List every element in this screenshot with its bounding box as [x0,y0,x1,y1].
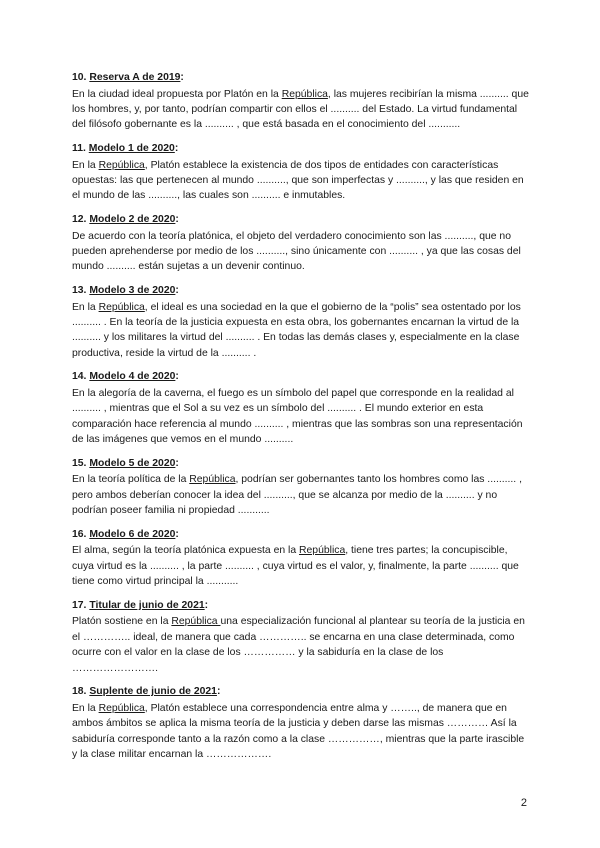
exercise-text [72,229,532,275]
text-segment: , podrían ser gobernantes tanto los hombres como las .......... , pero ambos deberían conocer la idea del .........., que se alcanza por medio de la .......... y no podrían poseer familia ni propiedad ........... [72,474,522,517]
exercise-item [72,528,532,590]
exercise-source: Modelo 5 de 2020 [89,457,176,469]
exercise-number: 15. [72,457,90,469]
exercise-source: Modelo 6 de 2020 [89,528,176,540]
text-segment: En la ciudad ideal propuesta por Platón en la [72,88,282,100]
exercise-item [72,284,532,361]
exercise-source: Modelo 2 de 2020 [89,214,176,225]
text-segment: , Platón establece la existencia de dos tipos de entidades con características opuestas: las que pertenecen al mundo .........., que son imperfectas y .........., y las que residen en el mundo de las .........., las cuales son .......... e inmutables. [72,159,524,202]
text-segment: , Platón establece una correspondencia entre alma y …….., de manera que en ambos ámbitos se aplica la misma teoría de la justicia y deben darse las mismas ………… Así la sabiduría corresponde tanto a la razón como a la clase ……………, mientras que la parte irascible y la clase militar encarnan la ………………. [72,702,525,761]
exercise-number: 12. [72,214,90,225]
heading-colon: : [180,72,184,83]
exercise-number: 16. [72,528,90,540]
heading-colon: : [175,285,179,296]
heading-colon: : [175,528,179,540]
heading-colon: : [216,686,221,698]
book-title: República [299,545,346,557]
exercise-heading [72,71,532,86]
book-title: República [281,88,328,100]
heading-colon: : [175,214,179,225]
text-segment: , tiene tres partes; la concupiscible, cuya virtud es la .......... , la parte .......... , cuya virtud es el valor, y, finalmente, la parte .......... que tiene como virtud principal la ........... [72,545,519,588]
exercise-item [72,599,532,676]
heading-colon: : [204,599,209,611]
exercise-source: Suplente de junio de 2021 [89,686,217,698]
book-title: República [98,702,145,714]
exercise-source: Modelo 3 de 2020 [89,285,176,296]
exercise-source: Titular de junio de 2021 [89,599,205,611]
exercise-heading [72,284,532,299]
page-number: 2 [520,797,527,809]
exercise-text [72,543,532,589]
exercise-heading [72,599,532,614]
text-segment: En la alegoría de la caverna, el fuego es un símbolo del papel que corresponde en la realidad al .......... , mientras que el Sol a su vez es un símbolo del .......... . El mundo exterior en esta comparación hace referencia al mundo .......... , mientras que las sombras son una representación de las imágenes que vemos en el mundo .......... [72,388,523,446]
exercise-text [72,158,532,204]
book-title: República [98,301,145,313]
exercise-text [72,472,532,518]
exercise-item [72,685,532,762]
text-segment: El alma, según la teoría platónica expuesta en la [72,545,300,557]
exercise-heading [72,142,532,157]
exercise-number: 17. [72,599,90,611]
exercise-text [72,701,532,763]
text-segment: De acuerdo con la teoría platónica, el objeto del verdadero conocimiento son las .........., que no pueden aprehenderse por medio de los .........., sino únicamente con .......... , ya que las cosas del mundo .......... están sujetas a un devenir continuo. [72,230,521,273]
exercise-item [72,370,532,447]
exercise-heading [72,213,532,228]
exercise-item [72,457,532,519]
exercise-heading [72,685,532,700]
text-segment: En la teoría política de la [72,474,190,486]
heading-colon: : [174,143,179,154]
text-segment: , las mujeres recibirían la misma .......... que los hombres, y, por tanto, podrían compartir con ellos el .......... del Estado. La virtud fundamental del filósofo gobernante es la .......... , que está basada en el conocimiento del ........... [72,88,529,131]
exercise-heading [72,370,532,385]
exercise-text [72,614,532,676]
exercise-item [72,142,532,204]
exercise-source: Reserva A de 2019 [89,72,181,83]
text-segment: Platón sostiene en la [72,616,172,628]
exercise-number: 13. [72,285,90,296]
heading-colon: : [175,371,179,383]
exercise-heading [72,457,532,472]
book-title: República [98,159,145,171]
exercise-number: 18. [72,686,90,698]
heading-colon: : [175,457,179,469]
exercise-text [72,300,532,362]
text-segment: En la [72,301,99,313]
exercise-heading [72,528,532,543]
document-body [72,71,532,772]
exercise-number: 11. [72,143,89,154]
exercise-item [72,213,532,275]
exercise-source: Modelo 1 de 2020 [88,143,175,154]
book-title: República [171,616,221,628]
exercise-text [72,386,532,448]
exercise-source: Modelo 4 de 2020 [89,371,176,383]
text-segment: En la [72,702,99,714]
exercise-number: 14. [72,371,90,383]
exercise-text [72,87,532,133]
exercise-item [72,71,532,133]
text-segment: En la [72,159,99,171]
exercise-number: 10. [72,72,90,83]
text-segment: una especialización funcional al plantear su teoría de la justicia en el ………….. ideal, de manera que cada ………….. se encarna en una clase determinada, como ocurre con el valor en la clase de los …………… y la sabiduría en la clase de los ……………………. [72,616,525,674]
text-segment: , el ideal es una sociedad en la que el gobierno de la “polis” sea ostentado por los .......... . En la teoría de la justicia expuesta en esta obra, los gobernantes encarnan la virtud de la .......... y los militares la virtud del .......... . En todas las demás clases y, especialmente en la clase productiva, reside la virtud de la .......... . [72,301,521,359]
book-title: República [189,474,236,486]
